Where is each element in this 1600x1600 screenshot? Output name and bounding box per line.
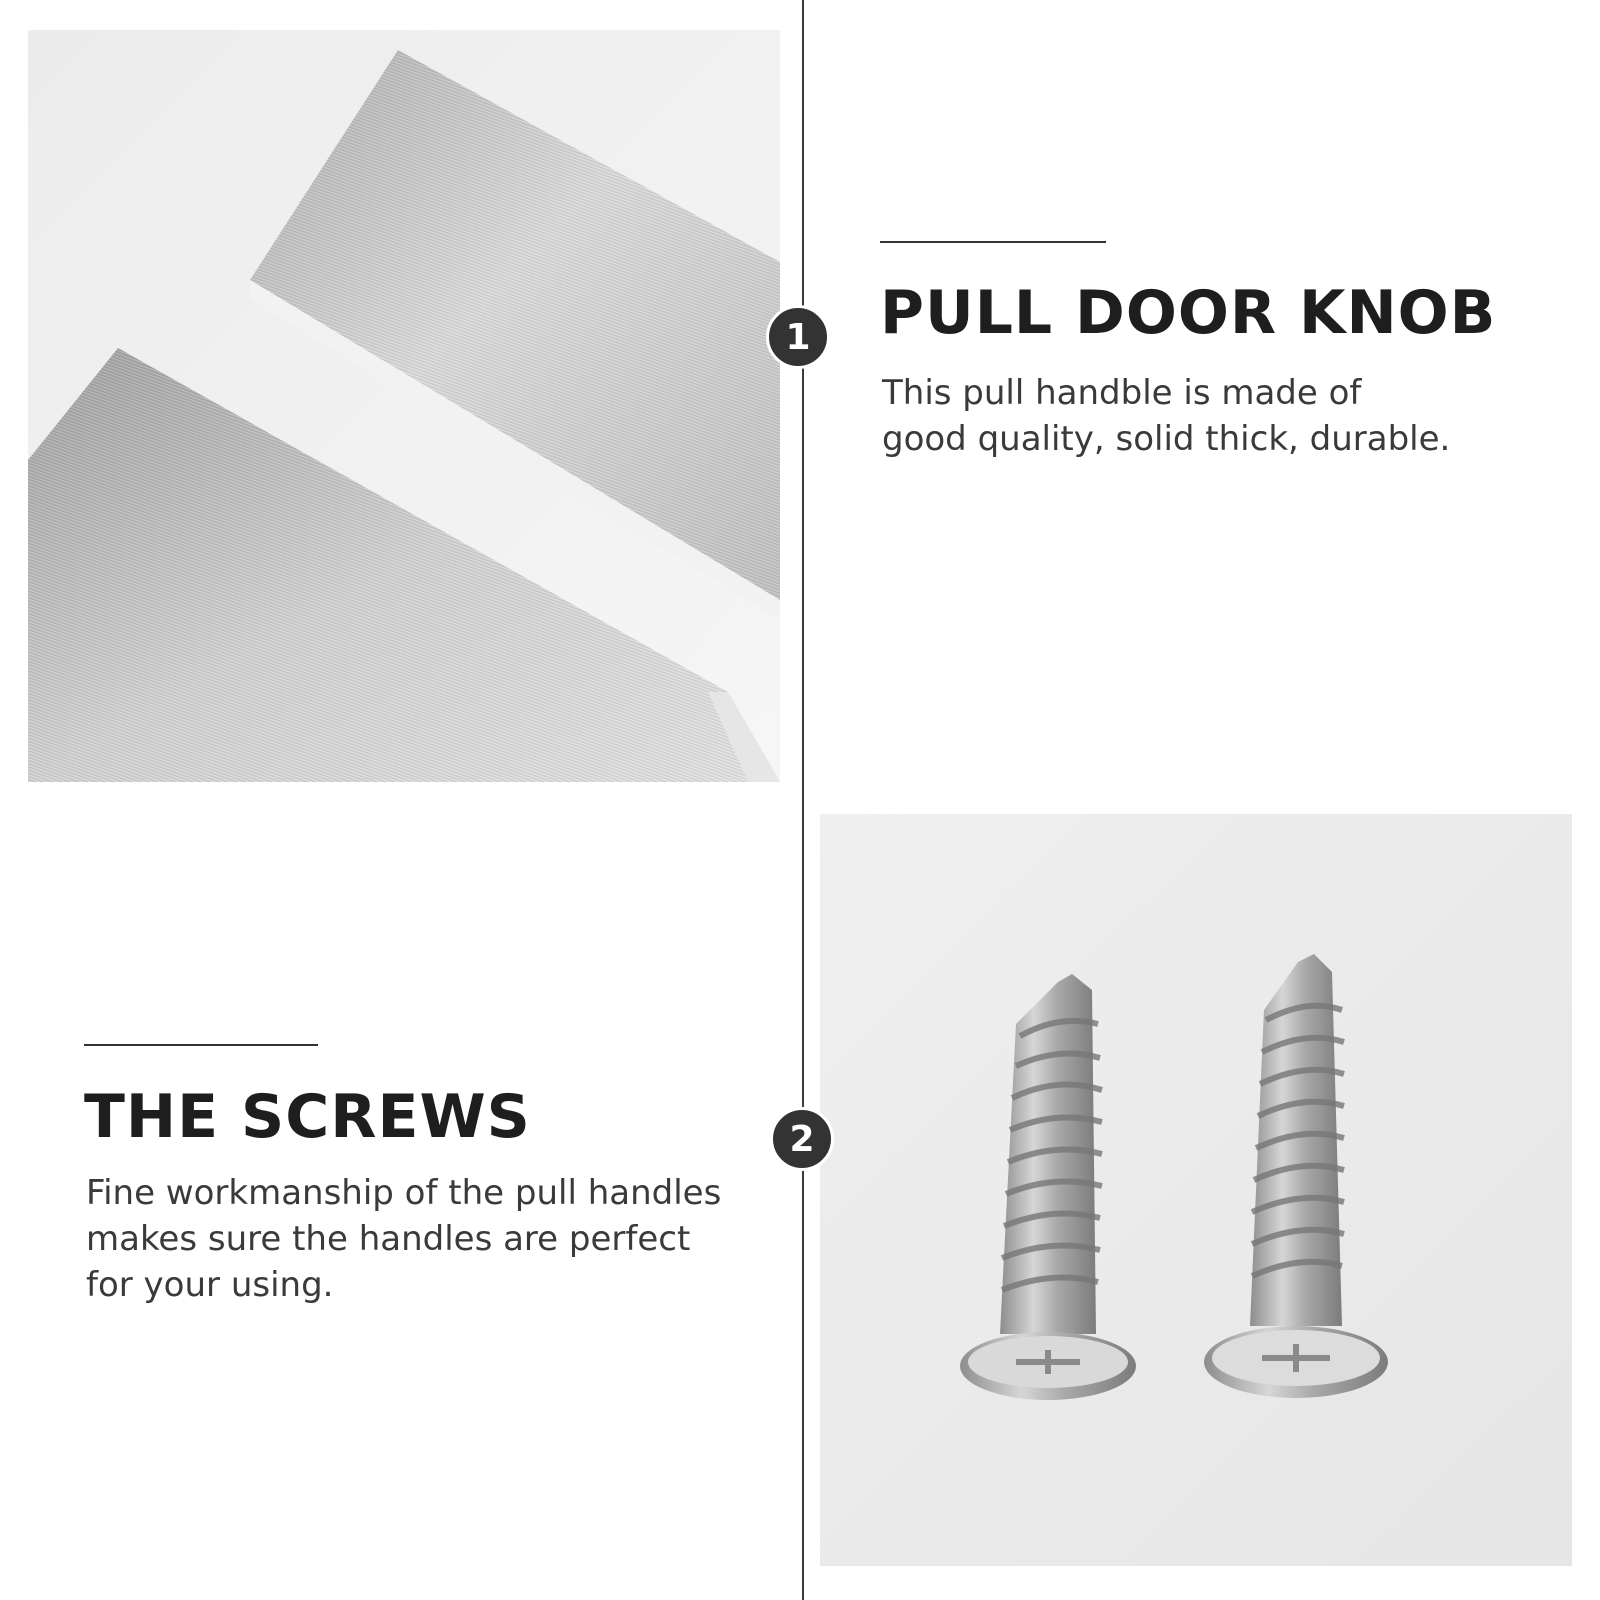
step-number-2: 2 — [789, 1118, 815, 1160]
center-divider-line — [802, 0, 804, 1600]
step-number-badge-2 — [770, 1107, 834, 1171]
section-2-description-line: for your using. — [86, 1265, 334, 1305]
screws-photo — [820, 814, 1572, 1566]
section-1-title: PULL DOOR KNOB — [880, 278, 1497, 348]
section-1-description-line: This pull handble is made of — [882, 373, 1362, 413]
section-1-description-line: good quality, solid thick, durable. — [882, 419, 1451, 459]
handles-photo — [28, 30, 780, 782]
section-2-divider — [84, 1044, 318, 1046]
section-2-description — [86, 1170, 721, 1308]
section-1-divider — [880, 241, 1106, 243]
section-2-description-line: makes sure the handles are perfect — [86, 1219, 691, 1259]
section-1-description — [882, 370, 1450, 462]
step-number-1: 1 — [785, 316, 811, 358]
step-number-badge-1 — [766, 305, 830, 369]
section-2-title: THE SCREWS — [84, 1082, 531, 1152]
section-2-description-line: Fine workmanship of the pull handles — [86, 1173, 722, 1213]
